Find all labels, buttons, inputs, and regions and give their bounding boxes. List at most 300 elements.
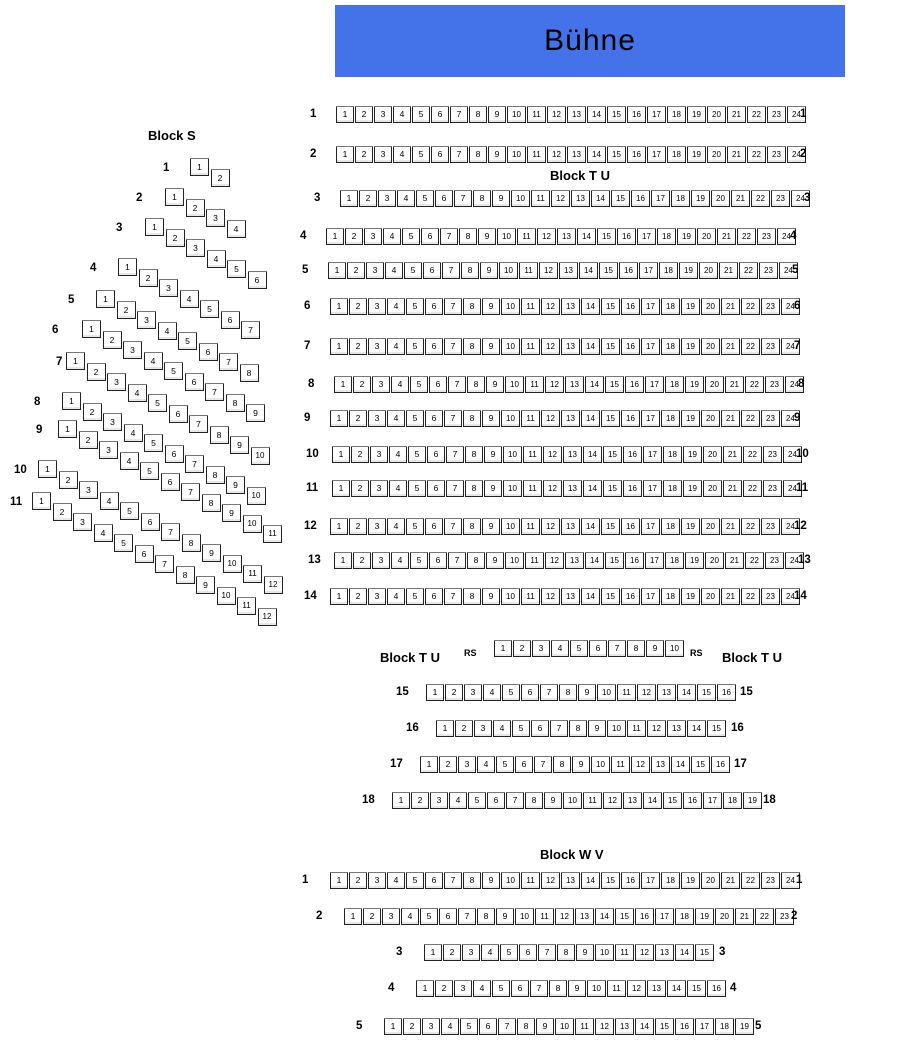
seat[interactable]: 4 [391,376,409,393]
seat[interactable]: 15 [601,298,620,315]
seat[interactable]: 4 [144,352,163,370]
seat[interactable]: 12 [541,518,560,535]
seat[interactable]: 17 [647,146,666,163]
seat[interactable]: 8 [467,552,485,569]
seat[interactable]: 6 [511,980,529,997]
seat[interactable]: 7 [185,455,204,473]
seat[interactable]: 7 [506,792,524,809]
seat[interactable]: 14 [635,1018,654,1035]
seat[interactable]: 23 [765,552,784,569]
seat[interactable]: 9 [568,980,586,997]
seat[interactable]: 9 [482,298,500,315]
seat[interactable]: 9 [230,436,249,454]
seat[interactable]: 8 [465,446,483,463]
seat[interactable]: 12 [547,146,566,163]
seat[interactable]: 18 [663,446,682,463]
seat[interactable]: 22 [741,518,760,535]
seat[interactable]: 6 [248,271,267,289]
seat[interactable]: 21 [721,872,740,889]
seat[interactable]: 3 [372,552,390,569]
seat[interactable]: 20 [701,338,720,355]
seat[interactable]: 13 [561,872,580,889]
seat[interactable]: 18 [661,518,680,535]
seat[interactable]: 17 [641,518,660,535]
seat[interactable]: 6 [425,338,443,355]
seat[interactable]: 8 [463,410,481,427]
seat[interactable]: 7 [608,640,626,657]
seat[interactable]: 1 [334,552,352,569]
seat[interactable]: 5 [164,362,183,380]
seat[interactable]: 6 [425,410,443,427]
seat[interactable]: 21 [721,298,740,315]
seat[interactable]: 3 [137,311,156,329]
seat[interactable]: 4 [207,250,226,268]
seat[interactable]: 22 [751,190,770,207]
seat[interactable]: 5 [406,338,424,355]
seat[interactable]: 21 [725,552,744,569]
seat[interactable]: 6 [521,684,539,701]
seat[interactable]: 15 [601,410,620,427]
seat[interactable]: 14 [581,338,600,355]
seat[interactable]: 11 [521,518,540,535]
seat[interactable]: 8 [517,1018,535,1035]
seat[interactable]: 4 [158,322,177,340]
seat[interactable]: 21 [721,338,740,355]
seat[interactable]: 9 [576,944,594,961]
seat[interactable]: 10 [607,720,626,737]
seat[interactable]: 5 [408,446,426,463]
seat[interactable]: 15 [687,980,706,997]
seat[interactable]: 8 [202,494,221,512]
seat[interactable]: 2 [59,471,78,489]
seat[interactable]: 1 [332,480,350,497]
seat[interactable]: 24 [791,190,810,207]
seat[interactable]: 4 [551,640,569,657]
seat[interactable]: 3 [99,441,118,459]
seat[interactable]: 13 [651,756,670,773]
seat[interactable]: 2 [211,169,230,187]
seat[interactable]: 6 [165,445,184,463]
seat[interactable]: 21 [727,106,746,123]
seat[interactable]: 11 [519,262,538,279]
seat[interactable]: 18 [723,792,742,809]
seat[interactable]: 13 [571,190,590,207]
seat[interactable]: 1 [58,420,77,438]
seat[interactable]: 23 [775,908,794,925]
seat[interactable]: 16 [675,1018,694,1035]
seat[interactable]: 14 [581,872,600,889]
seat[interactable]: 10 [665,640,684,657]
seat[interactable]: 16 [619,262,638,279]
seat[interactable]: 11 [521,298,540,315]
seat[interactable]: 5 [402,228,420,245]
seat[interactable]: 12 [627,980,646,997]
seat[interactable]: 5 [570,640,588,657]
seat[interactable]: 7 [448,552,466,569]
seat[interactable]: 8 [549,980,567,997]
seat[interactable]: 24 [781,338,800,355]
seat[interactable]: 18 [661,410,680,427]
seat[interactable]: 5 [114,534,133,552]
seat[interactable]: 24 [781,872,800,889]
seat[interactable]: 5 [410,552,428,569]
seat[interactable]: 4 [387,410,405,427]
seat[interactable]: 22 [741,588,760,605]
seat[interactable]: 3 [370,446,388,463]
seat[interactable]: 3 [464,684,482,701]
seat[interactable]: 10 [501,518,520,535]
seat[interactable]: 11 [575,1018,594,1035]
seat[interactable]: 6 [421,228,439,245]
seat[interactable]: 1 [82,320,101,338]
seat[interactable]: 3 [368,338,386,355]
seat[interactable]: 7 [540,684,558,701]
seat[interactable]: 13 [647,980,666,997]
seat[interactable]: 2 [455,720,473,737]
seat[interactable]: 17 [641,588,660,605]
seat[interactable]: 23 [761,872,780,889]
seat[interactable]: 4 [387,872,405,889]
seat[interactable]: 3 [186,239,205,257]
seat[interactable]: 23 [761,518,780,535]
seat[interactable]: 23 [761,588,780,605]
seat[interactable]: 22 [745,376,764,393]
seat[interactable]: 15 [691,756,710,773]
seat[interactable]: 11 [521,410,540,427]
seat[interactable]: 1 [118,258,137,276]
seat[interactable]: 9 [496,908,514,925]
seat[interactable]: 13 [561,588,580,605]
seat[interactable]: 7 [444,518,462,535]
seat[interactable]: 1 [426,684,444,701]
seat[interactable]: 8 [557,944,575,961]
seat[interactable]: 6 [185,373,204,391]
seat[interactable]: 10 [507,106,526,123]
seat[interactable]: 1 [336,146,354,163]
seat[interactable]: 4 [128,384,147,402]
seat[interactable]: 1 [328,262,346,279]
seat[interactable]: 13 [567,106,586,123]
seat[interactable]: 8 [465,480,483,497]
seat[interactable]: 5 [502,684,520,701]
seat[interactable]: 21 [723,446,742,463]
seat[interactable]: 3 [382,908,400,925]
seat[interactable]: 13 [563,446,582,463]
seat[interactable]: 2 [349,410,367,427]
seat[interactable]: 5 [406,588,424,605]
seat[interactable]: 10 [595,944,614,961]
seat[interactable]: 3 [368,872,386,889]
seat[interactable]: 1 [340,190,358,207]
seat[interactable]: 12 [547,106,566,123]
seat[interactable]: 20 [699,262,718,279]
seat[interactable]: 10 [563,792,582,809]
seat[interactable]: 18 [659,262,678,279]
seat[interactable]: 5 [200,300,219,318]
seat[interactable]: 1 [344,908,362,925]
seat[interactable]: 2 [403,1018,421,1035]
seat[interactable]: 2 [117,301,136,319]
seat[interactable]: 13 [559,262,578,279]
seat[interactable]: 24 [787,106,806,123]
seat[interactable]: 1 [334,376,352,393]
seat[interactable]: 13 [563,480,582,497]
seat[interactable]: 12 [555,908,574,925]
seat[interactable]: 19 [677,228,696,245]
seat[interactable]: 13 [565,376,584,393]
seat[interactable]: 16 [631,190,650,207]
seat[interactable]: 5 [496,756,514,773]
seat[interactable]: 5 [144,434,163,452]
seat[interactable]: 19 [681,410,700,427]
seat[interactable]: 3 [374,146,392,163]
seat[interactable]: 2 [355,106,373,123]
seat[interactable]: 9 [478,228,496,245]
seat[interactable]: 10 [223,555,242,573]
seat[interactable]: 19 [681,518,700,535]
seat[interactable]: 12 [539,262,558,279]
seat[interactable]: 20 [715,908,734,925]
seat[interactable]: 19 [683,446,702,463]
seat[interactable]: 17 [655,908,674,925]
seat[interactable]: 1 [436,720,454,737]
seat[interactable]: 10 [497,228,516,245]
seat[interactable]: 9 [536,1018,554,1035]
seat[interactable]: 7 [530,980,548,997]
seat[interactable]: 7 [538,944,556,961]
seat[interactable]: 10 [501,298,520,315]
seat[interactable]: 6 [161,473,180,491]
seat[interactable]: 10 [503,446,522,463]
seat[interactable]: 4 [180,290,199,308]
seat[interactable]: 16 [683,792,702,809]
seat[interactable]: 6 [135,545,154,563]
seat[interactable]: 24 [783,480,802,497]
seat[interactable]: 15 [605,376,624,393]
seat[interactable]: 14 [583,480,602,497]
seat[interactable]: 24 [781,588,800,605]
seat[interactable]: 17 [645,552,664,569]
seat[interactable]: 11 [525,552,544,569]
seat[interactable]: 17 [641,410,660,427]
seat[interactable]: 14 [595,908,614,925]
seat[interactable]: 22 [741,298,760,315]
seat[interactable]: 15 [601,588,620,605]
seat[interactable]: 16 [617,228,636,245]
seat[interactable]: 5 [406,410,424,427]
seat[interactable]: 4 [393,146,411,163]
seat[interactable]: 11 [521,588,540,605]
seat[interactable]: 11 [523,480,542,497]
seat[interactable]: 16 [621,872,640,889]
seat[interactable]: 10 [501,588,520,605]
seat[interactable]: 2 [351,446,369,463]
seat[interactable]: 6 [141,513,160,531]
seat[interactable]: 3 [123,341,142,359]
seat[interactable]: 23 [759,262,778,279]
seat[interactable]: 2 [345,228,363,245]
seat[interactable]: 15 [697,684,716,701]
seat[interactable]: 6 [169,405,188,423]
seat[interactable]: 18 [667,106,686,123]
seat[interactable]: 12 [603,792,622,809]
seat[interactable]: 21 [725,376,744,393]
seat[interactable]: 3 [368,588,386,605]
seat[interactable]: 9 [196,576,215,594]
seat[interactable]: 10 [597,684,616,701]
seat[interactable]: 6 [425,588,443,605]
seat[interactable]: 21 [717,228,736,245]
seat[interactable]: 15 [695,944,714,961]
seat[interactable]: 1 [38,460,57,478]
seat[interactable]: 9 [482,872,500,889]
seat[interactable]: 5 [227,260,246,278]
seat[interactable]: 6 [429,552,447,569]
seat[interactable]: 11 [263,525,282,543]
seat[interactable]: 8 [569,720,587,737]
seat[interactable]: 1 [66,352,85,370]
seat[interactable]: 9 [488,146,506,163]
seat[interactable]: 14 [579,262,598,279]
seat[interactable]: 4 [391,552,409,569]
seat[interactable]: 9 [482,410,500,427]
seat[interactable]: 13 [557,228,576,245]
seat[interactable]: 24 [785,376,804,393]
seat[interactable]: 3 [107,373,126,391]
seat[interactable]: 14 [581,518,600,535]
seat[interactable]: 4 [387,518,405,535]
seat[interactable]: 9 [482,588,500,605]
seat[interactable]: 22 [747,146,766,163]
seat[interactable]: 3 [364,228,382,245]
seat[interactable]: 18 [657,228,676,245]
seat[interactable]: 11 [517,228,536,245]
seat[interactable]: 7 [205,383,224,401]
seat[interactable]: 9 [588,720,606,737]
seat[interactable]: 10 [247,487,266,505]
seat[interactable]: 24 [785,552,804,569]
seat[interactable]: 20 [701,410,720,427]
seat[interactable]: 2 [139,269,158,287]
seat[interactable]: 5 [492,980,510,997]
seat[interactable]: 15 [607,106,626,123]
seat[interactable]: 15 [601,872,620,889]
seat[interactable]: 13 [561,410,580,427]
seat[interactable]: 11 [527,106,546,123]
seat[interactable]: 19 [685,552,704,569]
seat[interactable]: 11 [607,980,626,997]
seat[interactable]: 11 [521,872,540,889]
seat[interactable]: 23 [763,480,782,497]
seat[interactable]: 20 [705,552,724,569]
seat[interactable]: 22 [741,872,760,889]
seat[interactable]: 14 [583,446,602,463]
seat[interactable]: 6 [431,106,449,123]
seat[interactable]: 6 [439,908,457,925]
seat[interactable]: 8 [627,640,645,657]
seat[interactable]: 14 [577,228,596,245]
seat[interactable]: 3 [366,262,384,279]
seat[interactable]: 4 [120,452,139,470]
seat[interactable]: 12 [264,576,283,594]
seat[interactable]: 4 [100,492,119,510]
seat[interactable]: 6 [431,146,449,163]
seat[interactable]: 12 [543,480,562,497]
seat[interactable]: 16 [627,146,646,163]
seat[interactable]: 8 [559,684,577,701]
seat[interactable]: 14 [591,190,610,207]
seat[interactable]: 22 [745,552,764,569]
seat[interactable]: 23 [763,446,782,463]
seat[interactable]: 20 [707,106,726,123]
seat[interactable]: 14 [581,588,600,605]
seat[interactable]: 17 [637,228,656,245]
seat[interactable]: 18 [661,298,680,315]
seat[interactable]: 1 [384,1018,402,1035]
seat[interactable]: 7 [444,298,462,315]
seat[interactable]: 7 [446,446,464,463]
seat[interactable]: 3 [458,756,476,773]
seat[interactable]: 3 [462,944,480,961]
seat[interactable]: 21 [721,518,740,535]
seat[interactable]: 15 [597,228,616,245]
seat[interactable]: 8 [463,872,481,889]
seat[interactable]: 5 [410,376,428,393]
seat[interactable]: 4 [387,588,405,605]
seat[interactable]: 4 [493,720,511,737]
seat[interactable]: 11 [535,908,554,925]
seat[interactable]: 1 [332,446,350,463]
seat[interactable]: 10 [587,980,606,997]
seat[interactable]: 18 [715,1018,734,1035]
seat[interactable]: 19 [683,480,702,497]
seat[interactable]: 5 [420,908,438,925]
seat[interactable]: 15 [603,480,622,497]
seat[interactable]: 18 [667,146,686,163]
seat[interactable]: 16 [621,518,640,535]
seat[interactable]: 9 [486,376,504,393]
seat[interactable]: 14 [677,684,696,701]
seat[interactable]: 2 [359,190,377,207]
seat[interactable]: 2 [103,331,122,349]
seat[interactable]: 4 [401,908,419,925]
seat[interactable]: 13 [655,944,674,961]
seat[interactable]: 22 [741,410,760,427]
seat[interactable]: 14 [675,944,694,961]
seat[interactable]: 9 [578,684,596,701]
seat[interactable]: 4 [449,792,467,809]
seat[interactable]: 14 [667,980,686,997]
seat[interactable]: 2 [439,756,457,773]
seat[interactable]: 10 [501,872,520,889]
seat[interactable]: 4 [441,1018,459,1035]
seat[interactable]: 17 [703,792,722,809]
seat[interactable]: 12 [637,684,656,701]
seat[interactable]: 2 [166,229,185,247]
seat[interactable]: 13 [561,298,580,315]
seat[interactable]: 20 [701,872,720,889]
seat[interactable]: 5 [408,480,426,497]
seat[interactable]: 6 [427,446,445,463]
seat[interactable]: 11 [525,376,544,393]
seat[interactable]: 15 [605,552,624,569]
seat[interactable]: 5 [500,944,518,961]
seat[interactable]: 10 [511,190,530,207]
seat[interactable]: 21 [719,262,738,279]
seat[interactable]: 10 [555,1018,574,1035]
seat[interactable]: 11 [243,565,262,583]
seat[interactable]: 6 [221,311,240,329]
